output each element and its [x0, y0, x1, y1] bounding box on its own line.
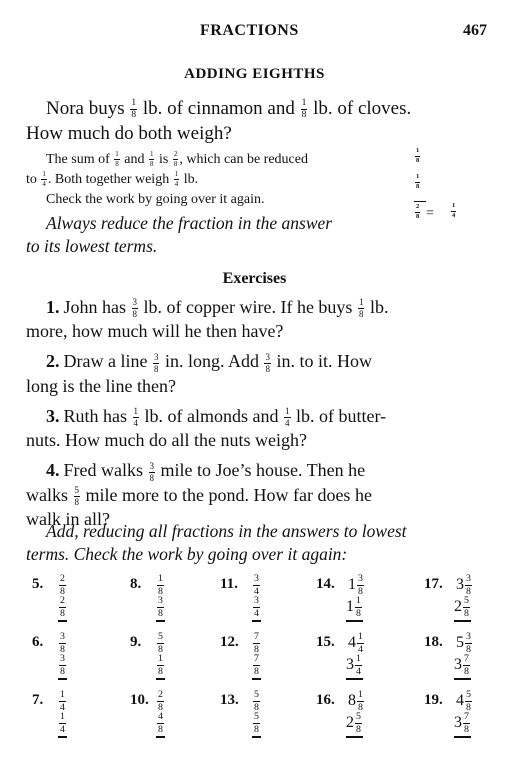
- addend-bottom: [346, 654, 363, 680]
- drill-problem: [220, 690, 320, 750]
- addend-bottom: [346, 712, 363, 738]
- problem-number: 12.: [220, 634, 239, 650]
- fraction: $\frac{3}{8}$: [153, 351, 159, 374]
- fraction: $\frac{1}{8}$: [416, 147, 420, 164]
- fraction: $\frac{1}{4}$: [133, 406, 139, 429]
- whole-number: 5: [456, 634, 464, 652]
- problem-number: 9.: [130, 634, 142, 650]
- fraction: $\frac{5}{8}$: [254, 711, 259, 735]
- fraction: $\frac{3}{8}$: [60, 653, 65, 677]
- addend-bottom: [346, 596, 363, 622]
- problem-number: 14.: [316, 576, 335, 592]
- addend-bottom: [156, 712, 165, 738]
- page-number: 467: [463, 22, 487, 39]
- fraction: $\frac{3}{8}$: [132, 297, 137, 320]
- fraction: $\frac{5}{8}$: [158, 631, 163, 655]
- addend-top: [348, 690, 365, 713]
- drill-problem: [32, 632, 132, 692]
- fraction: $\frac{3}{8}$: [466, 631, 471, 655]
- addend-top: [348, 574, 365, 597]
- fraction: $\frac{1}{4}$: [285, 406, 290, 429]
- fraction: $\frac{1}{4}$: [452, 202, 456, 219]
- addend-bottom: [252, 654, 261, 680]
- fraction: $\frac{2}{8}$: [158, 689, 163, 713]
- whole-number: 2: [454, 598, 462, 616]
- drill-instructions: Add, reducing all fractions in the answers to lowest terms. Check the work by going over it again:: [26, 521, 407, 564]
- addend-bottom: [58, 654, 67, 680]
- whole-number: 2: [346, 714, 354, 732]
- drill-problem: [424, 690, 509, 750]
- whole-number: 3: [456, 576, 464, 594]
- section-title: ADDING EIGHTHS: [184, 66, 325, 82]
- whole-number: 3: [454, 714, 462, 732]
- drill-problem: [130, 574, 230, 634]
- drill-problem: [316, 632, 416, 692]
- fraction: $\frac{1}{8}$: [416, 173, 420, 190]
- addend-top: [58, 632, 67, 655]
- fraction: $\frac{1}{8}$: [356, 595, 361, 619]
- drill-problem: [220, 632, 320, 692]
- drill-problem: [220, 574, 320, 634]
- exercise-item: 2. Draw a line $\frac{3}{8}$ in. long. Add $\frac{3}{8}$ in. to it. How long is the line then?: [26, 351, 372, 396]
- chapter-title: FRACTIONS: [200, 22, 299, 39]
- addend-top: [456, 632, 473, 655]
- fraction: $\frac{5}{8}$: [356, 711, 361, 735]
- drill-problem: [316, 690, 416, 750]
- fraction: $\frac{1}{8}$: [115, 150, 119, 169]
- fraction: $\frac{1}{4}$: [358, 631, 363, 655]
- drill-problem: [424, 632, 509, 692]
- fraction: $\frac{1}{8}$: [149, 150, 154, 169]
- intro-question: How much do both weigh?: [26, 123, 232, 144]
- addend-top: [456, 574, 473, 597]
- problem-number: 11.: [220, 576, 238, 592]
- intro-text: lb. of cinnamon and: [142, 98, 295, 119]
- addend-bottom: [58, 596, 67, 622]
- addend-top: [252, 632, 261, 655]
- addend-bottom: [252, 596, 261, 622]
- fraction: $\frac{7}{8}$: [254, 631, 259, 655]
- fraction: $\frac{3}{8}$: [265, 351, 270, 374]
- fraction: $\frac{5}{8}$: [254, 689, 259, 713]
- fraction: $\frac{3}{4}$: [254, 595, 259, 619]
- fraction: $\frac{1}{4}$: [356, 653, 361, 677]
- fraction: $\frac{1}{8}$: [301, 97, 307, 121]
- exercises-heading: Exercises: [222, 270, 287, 287]
- intro-text: lb. of cloves.: [313, 98, 412, 119]
- exercise-list: [26, 295, 488, 537]
- fraction: $\frac{1}{8}$: [358, 297, 364, 320]
- problem-number: 5.: [32, 576, 44, 592]
- problem-number: 19.: [424, 692, 443, 708]
- addend-top: [58, 574, 67, 597]
- fraction: $\frac{3}{8}$: [158, 595, 163, 619]
- fraction: $\frac{1}{4}$: [60, 689, 65, 713]
- fraction: $\frac{1}{8}$: [358, 689, 363, 713]
- fraction: $\frac{7}{8}$: [254, 653, 259, 677]
- addend-bottom: [454, 596, 471, 622]
- worked-solution: The sum of $\frac{1}{8}$ and $\frac{1}{8}$ is $\frac{2}{8}$ , which can be reduced to $\frac{1}{4}$ . Both together weigh $\frac{1}{4}$ lb. Check the work by going over it again.: [26, 150, 406, 210]
- drill-problem: [130, 632, 230, 692]
- fraction: $\frac{1}{4}$: [60, 711, 65, 735]
- problem-number: 15.: [316, 634, 335, 650]
- addend-top: [156, 632, 165, 655]
- fraction: $\frac{2}{8}$: [173, 150, 178, 169]
- problem-number: 17.: [424, 576, 443, 592]
- addend-top: [58, 690, 67, 713]
- drill-problem: [32, 574, 132, 634]
- intro-text: Nora buys: [46, 98, 125, 119]
- fraction: $\frac{3}{8}$: [466, 573, 471, 597]
- fraction: $\frac{5}{8}$: [464, 595, 469, 619]
- addend-top: [252, 574, 261, 597]
- addend-top: [456, 690, 473, 713]
- fraction: $\frac{4}{8}$: [158, 711, 163, 735]
- addend-bottom: [454, 712, 471, 738]
- reduction-rule: Always reduce the fraction in the answer to its lowest terms.: [26, 213, 333, 256]
- equals-sign: =: [426, 206, 434, 221]
- addend-bottom: [252, 712, 261, 738]
- fraction: $\frac{1}{4}$: [42, 170, 46, 189]
- fraction: $\frac{7}{8}$: [464, 711, 469, 735]
- drill-problem: [316, 574, 416, 634]
- whole-number: 1: [346, 598, 354, 616]
- fraction: $\frac{7}{8}$: [464, 653, 469, 677]
- fraction: $\frac{1}{8}$: [158, 573, 163, 597]
- fraction: $\frac{1}{8}$: [131, 97, 137, 121]
- fraction: $\frac{2}{8}$: [416, 203, 420, 220]
- addend-top: [348, 632, 365, 655]
- fraction: $\frac{1}{8}$: [158, 653, 163, 677]
- problem-number: 16.: [316, 692, 335, 708]
- whole-number: 4: [348, 634, 356, 652]
- exercise-item: 1. John has $\frac{3}{8}$ lb. of copper wire. If he buys $\frac{1}{8}$ lb. more, how much will he then have?: [26, 297, 389, 342]
- fraction: $\frac{3}{8}$: [358, 573, 363, 597]
- problem-number: 13.: [220, 692, 239, 708]
- sum-rule-line: [414, 201, 426, 202]
- fraction: $\frac{2}{8}$: [60, 573, 65, 597]
- whole-number: 3: [346, 656, 354, 674]
- exercise-item: 3. Ruth has $\frac{1}{4}$ lb. of almonds and $\frac{1}{4}$ lb. of butter- nuts. How much do all the nuts weigh?: [26, 405, 387, 451]
- whole-number: 4: [456, 692, 464, 710]
- addend-bottom: [454, 654, 471, 680]
- drill-problem: [130, 690, 230, 750]
- check-note: Check the work by going over it again.: [46, 192, 265, 207]
- fraction: $\frac{2}{8}$: [60, 595, 65, 619]
- intro-problem: [26, 96, 486, 146]
- addend-top: [156, 690, 165, 713]
- addend-top: [252, 690, 261, 713]
- addend-bottom: [58, 712, 67, 738]
- running-header: [0, 22, 509, 44]
- problem-number: 18.: [424, 634, 443, 650]
- fraction: $\frac{3}{8}$: [60, 631, 65, 655]
- fraction: $\frac{1}{4}$: [174, 170, 179, 189]
- exercise-item: 4. Fred walks $\frac{3}{8}$ mile to Joe’s house. Then he walks $\frac{5}{8}$ mile more to the pond. How far does he walk in all?: [26, 460, 372, 529]
- problem-number: 10.: [130, 692, 149, 708]
- addend-top: [156, 574, 165, 597]
- problem-number: 7.: [32, 692, 44, 708]
- addend-bottom: [156, 596, 165, 622]
- problem-number: 6.: [32, 634, 44, 650]
- whole-number: 3: [454, 656, 462, 674]
- problem-number: 8.: [130, 576, 142, 592]
- fraction: $\frac{5}{8}$: [74, 484, 79, 507]
- whole-number: 1: [348, 576, 356, 594]
- addend-bottom: [156, 654, 165, 680]
- fraction: $\frac{3}{8}$: [149, 460, 154, 483]
- fraction: $\frac{5}{8}$: [466, 689, 471, 713]
- fraction: $\frac{3}{4}$: [254, 573, 259, 597]
- drill-problem: [424, 574, 509, 634]
- drill-problem: [32, 690, 132, 750]
- whole-number: 8: [348, 692, 356, 710]
